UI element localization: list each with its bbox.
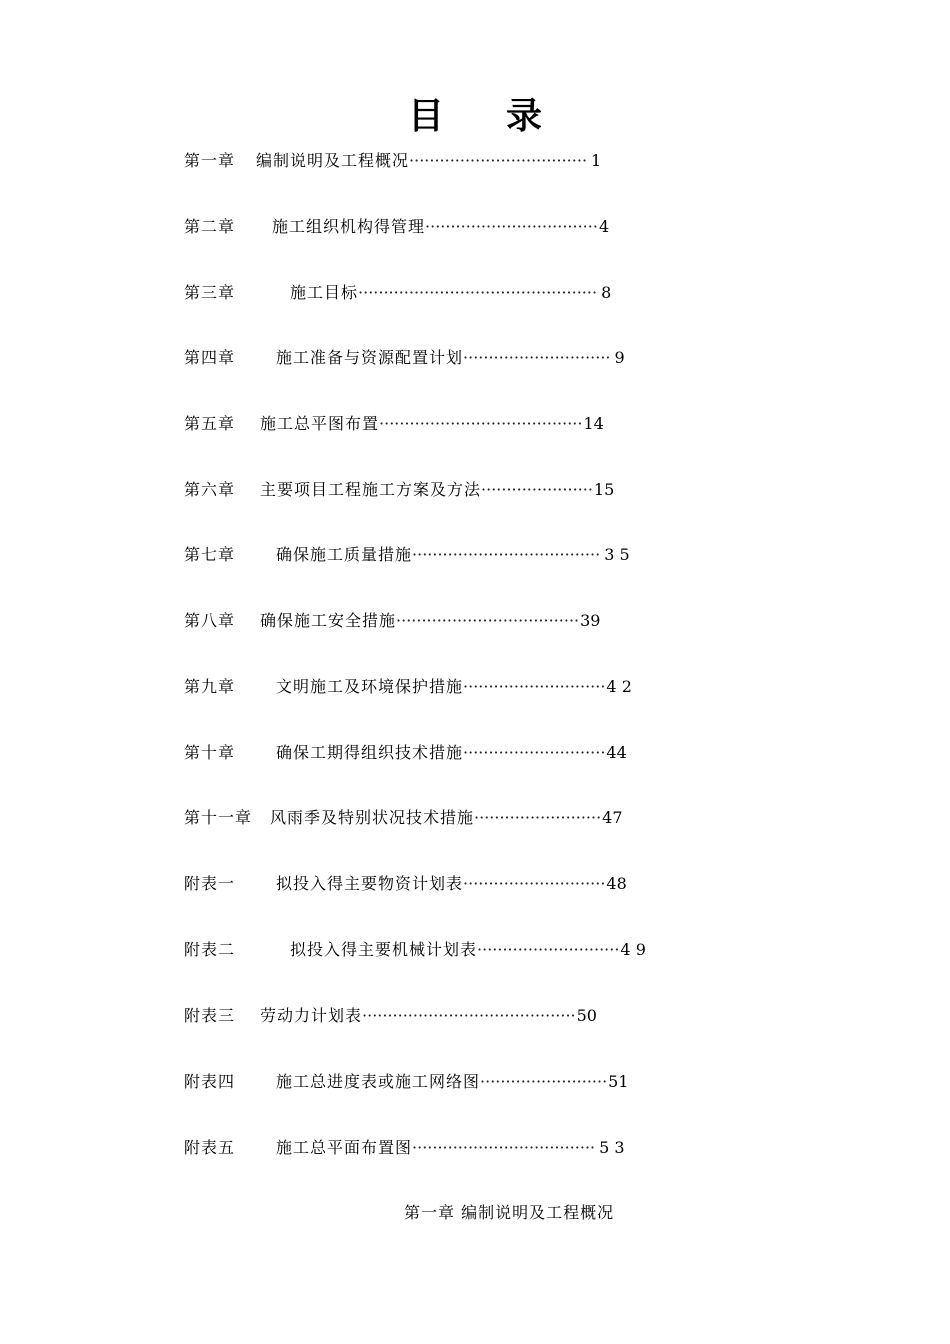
toc-leader-dots: ····························	[463, 874, 606, 893]
toc-page-number: 44	[606, 743, 627, 762]
toc-chapter: 第十一章	[184, 808, 253, 827]
toc-chapter: 第四章	[184, 348, 236, 367]
toc-entry[interactable]	[184, 608, 600, 632]
toc-chapter: 第二章	[184, 217, 236, 236]
toc-entry[interactable]	[184, 1069, 629, 1093]
toc-page-number: 47	[602, 808, 623, 827]
toc-chapter: 附表五	[184, 1138, 236, 1157]
toc-entry-title: 确保工期得组织技术措施	[276, 743, 464, 762]
toc-leader-dots: ····································	[396, 611, 580, 630]
toc-entry-title: 主要项目工程施工方案及方法	[260, 480, 482, 499]
toc-page-number: 51	[608, 1072, 629, 1091]
toc-chapter: 附表三	[184, 1006, 236, 1025]
toc-leader-dots: ··································	[425, 217, 598, 236]
toc-entry-title: 确保施工安全措施	[260, 611, 397, 630]
toc-chapter: 附表一	[184, 874, 236, 893]
toc-entry[interactable]	[184, 740, 627, 764]
toc-page-number: 39	[580, 611, 601, 630]
toc-leader-dots: ····································	[412, 1138, 596, 1157]
toc-entry[interactable]	[184, 148, 601, 172]
toc-leader-dots: ········································	[379, 414, 583, 433]
toc-entry[interactable]	[184, 477, 614, 501]
toc-entry-title: 确保施工质量措施	[276, 545, 413, 564]
toc-chapter: 第一章	[184, 151, 236, 170]
toc-entry-title: 施工准备与资源配置计划	[276, 348, 464, 367]
toc-chapter: 第三章	[184, 283, 236, 302]
toc-leader-dots: ·····································	[412, 545, 601, 564]
toc-entry[interactable]	[184, 411, 604, 435]
toc-entry[interactable]	[184, 345, 625, 369]
chapter-heading: 第一章 编制说明及工程概况	[404, 1203, 615, 1222]
toc-entry-title: 施工目标	[290, 283, 359, 302]
toc-entry-title: 施工组织机构得管理	[272, 217, 426, 236]
toc-entry-title: 施工总平面布置图	[276, 1138, 413, 1157]
toc-leader-dots: ·························	[474, 808, 602, 827]
toc-entry-title: 风雨季及特别状况技术措施	[270, 808, 475, 827]
toc-page-number: 1	[591, 151, 602, 170]
toc-leader-dots: ····························	[463, 743, 606, 762]
toc-page-number: 3 5	[604, 545, 630, 564]
toc-chapter: 第六章	[184, 480, 236, 499]
toc-entry-title: 编制说明及工程概况	[256, 151, 410, 170]
toc-leader-dots: ····························	[477, 940, 620, 959]
toc-leader-dots: ···············································	[358, 283, 598, 302]
toc-chapter: 第十章	[184, 743, 236, 762]
toc-page-number: 9	[614, 348, 625, 367]
toc-page-number: 5 3	[599, 1138, 625, 1157]
toc-page-number: 50	[576, 1006, 597, 1025]
toc-entry[interactable]	[184, 1135, 625, 1159]
toc-entry-title: 施工总平图布置	[260, 414, 380, 433]
toc-page-number: 4	[598, 217, 610, 236]
toc-page-number: 14	[583, 414, 604, 433]
toc-page-number: 4 2	[606, 677, 632, 696]
toc-entry[interactable]	[184, 542, 630, 566]
toc-leader-dots: ···································	[409, 151, 588, 170]
toc-chapter: 第八章	[184, 611, 236, 630]
toc-entry[interactable]	[184, 805, 623, 829]
toc-page-number: 15	[593, 480, 615, 499]
toc-entry-title: 施工总进度表或施工网络图	[276, 1072, 481, 1091]
toc-page-number: 8	[601, 283, 612, 302]
toc-chapter: 第五章	[184, 414, 236, 433]
toc-entry-title: 拟投入得主要机械计划表	[290, 940, 478, 959]
toc-entry[interactable]	[184, 214, 609, 238]
toc-title: 目录	[407, 96, 604, 137]
toc-entry[interactable]	[184, 871, 627, 895]
toc-chapter: 第七章	[184, 545, 236, 564]
toc-entry-title: 拟投入得主要物资计划表	[276, 874, 464, 893]
toc-leader-dots: ··········································	[362, 1006, 576, 1025]
toc-entry[interactable]	[184, 1003, 597, 1027]
toc-entry[interactable]	[184, 937, 646, 961]
toc-page-number: 4 9	[620, 940, 646, 959]
toc-leader-dots: ····························	[463, 677, 606, 696]
toc-entry[interactable]	[184, 674, 632, 698]
toc-chapter: 第九章	[184, 677, 236, 696]
toc-entry[interactable]	[184, 280, 611, 304]
toc-leader-dots: ·························	[480, 1072, 608, 1091]
toc-chapter: 附表四	[184, 1072, 236, 1091]
toc-entry-title: 劳动力计划表	[260, 1006, 363, 1025]
toc-leader-dots: ·····························	[463, 348, 611, 367]
toc-page-number: 48	[606, 874, 627, 893]
toc-leader-dots: ······················	[481, 480, 593, 499]
toc-entry-title: 文明施工及环境保护措施	[276, 677, 464, 696]
toc-chapter: 附表二	[184, 940, 236, 959]
